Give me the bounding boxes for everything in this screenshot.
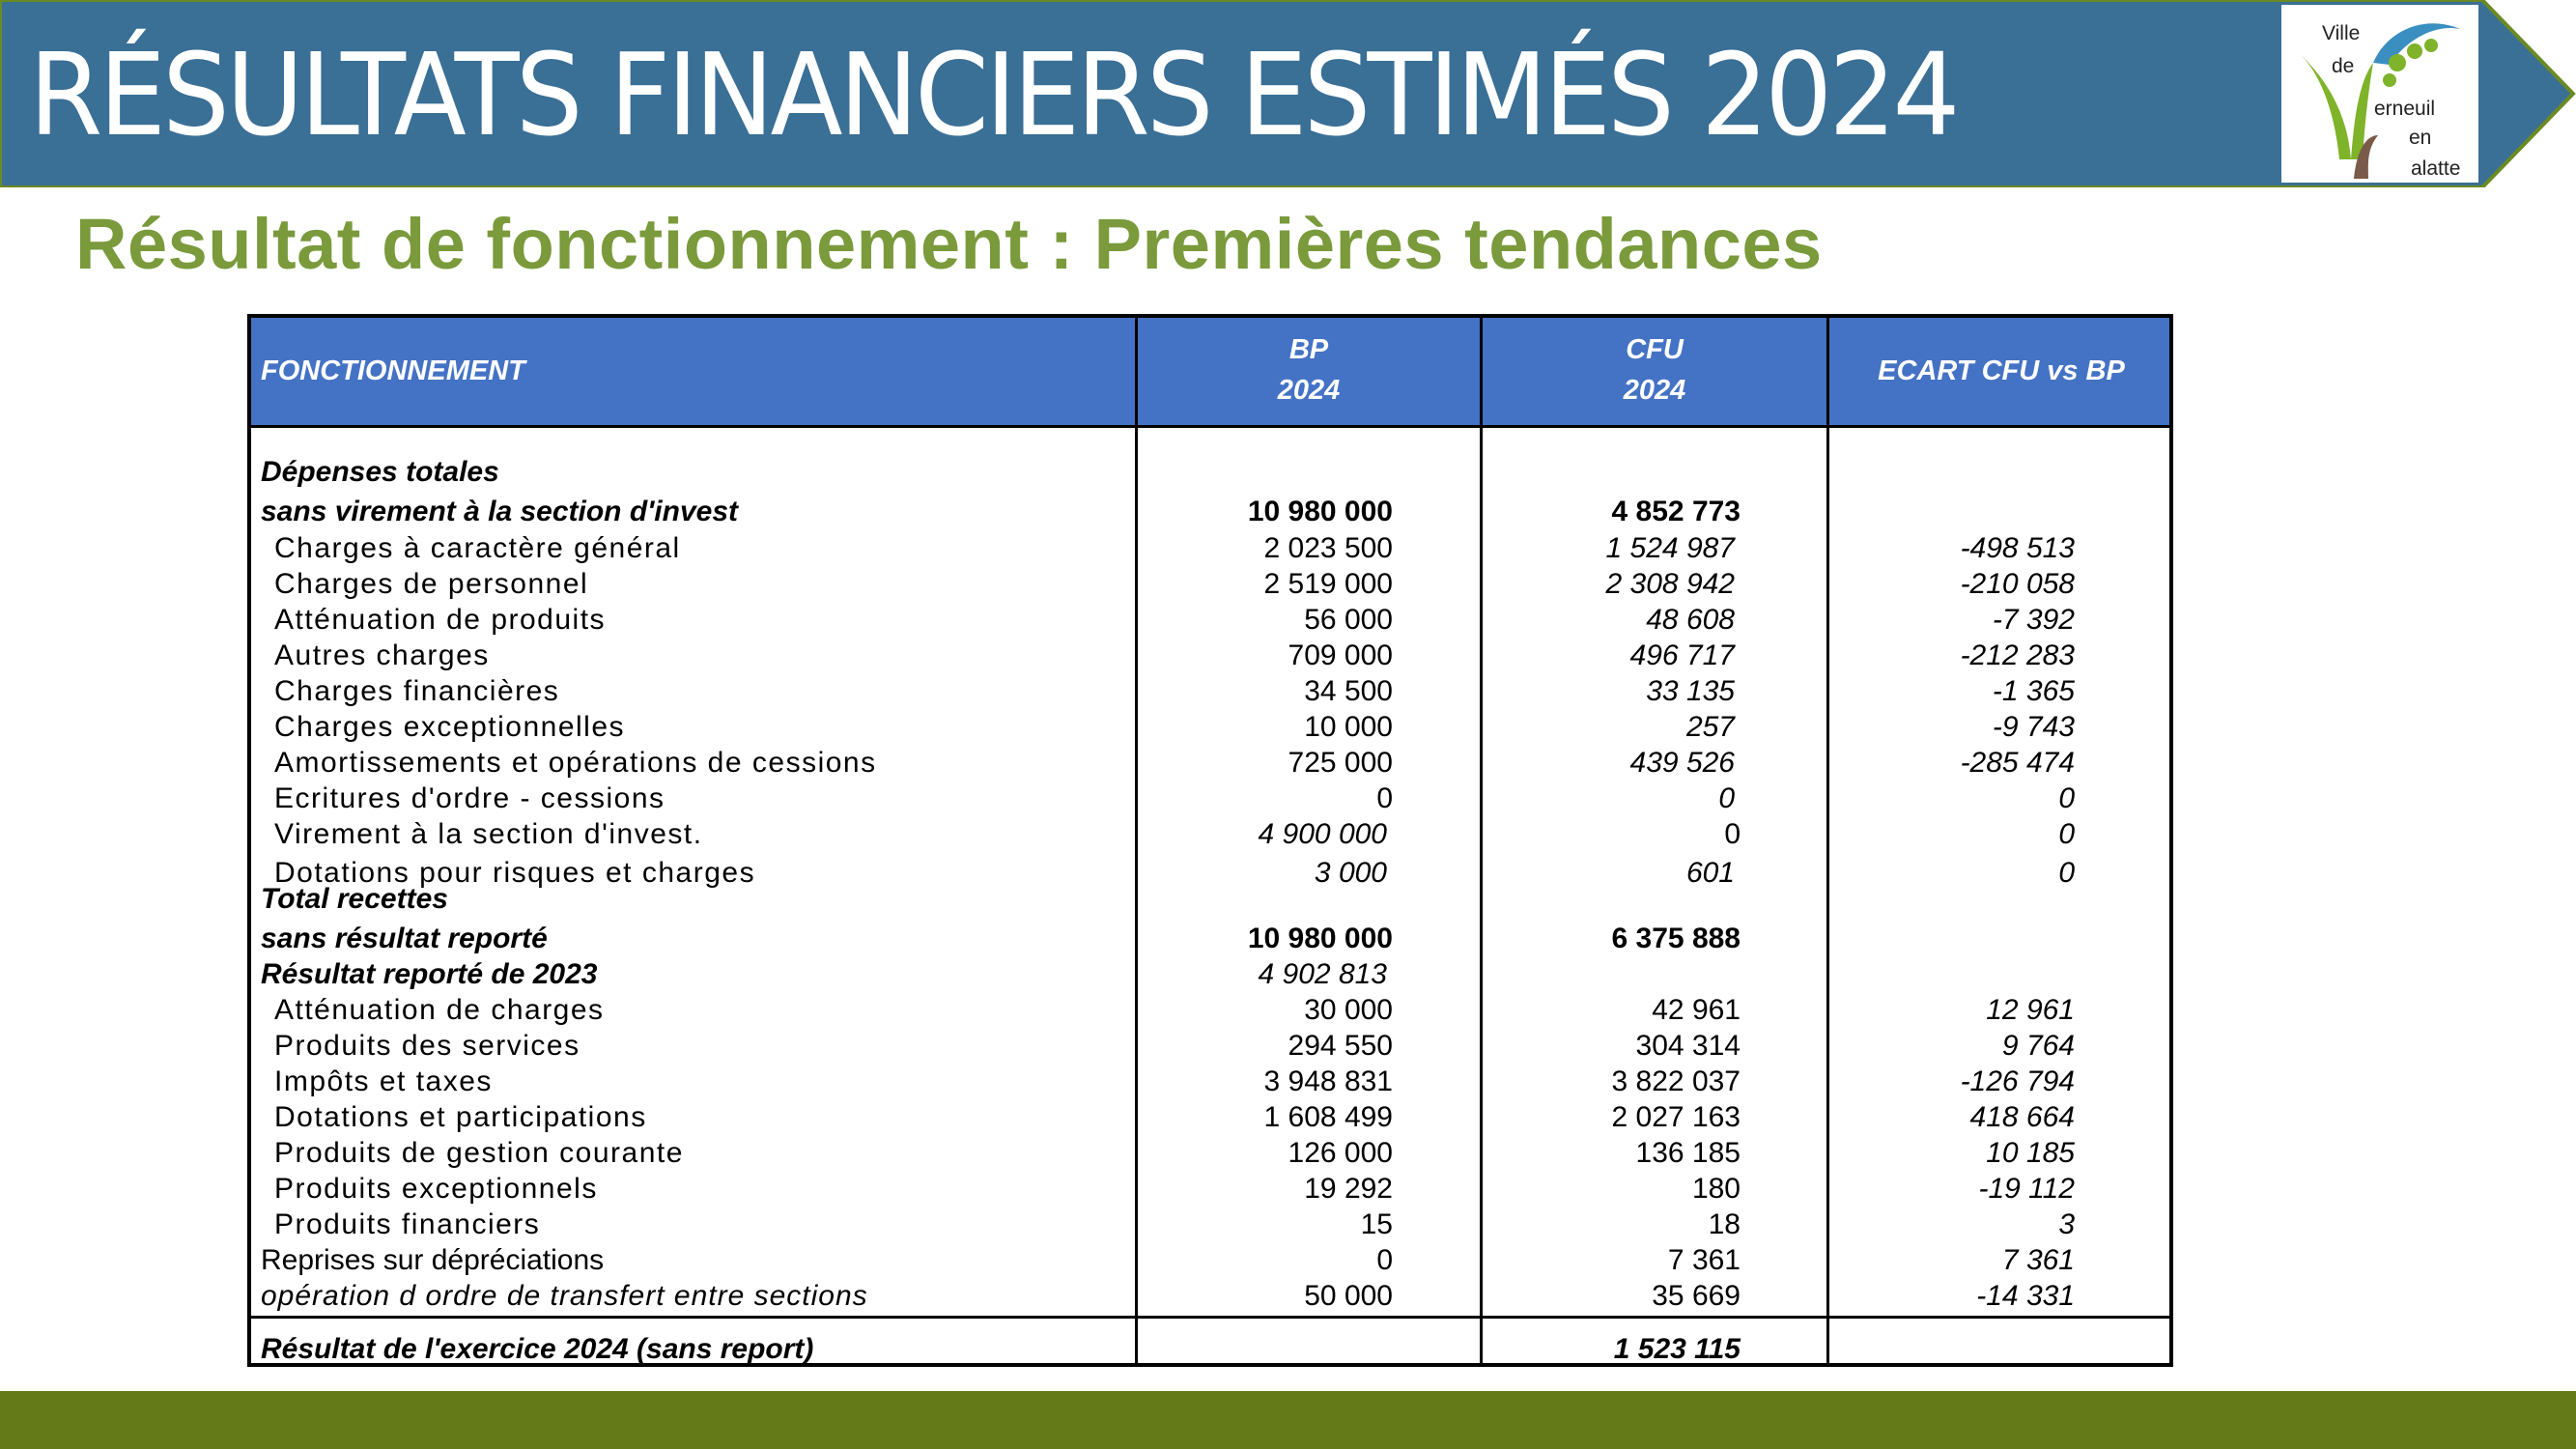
table-row xyxy=(251,602,2169,638)
ecart-value: -498 513 xyxy=(1960,532,2075,564)
cfu-value: 4 852 773 xyxy=(1611,496,1741,527)
row-label: Amortissements et opérations de cessions xyxy=(274,747,877,779)
table-row xyxy=(251,1278,2169,1314)
row-label: Reprises sur dépréciations xyxy=(261,1244,605,1276)
bp-value: 4 902 813 xyxy=(1258,958,1387,990)
cfu-value: 496 717 xyxy=(1629,639,1735,671)
row-label: Atténuation de produits xyxy=(274,604,607,636)
row-label: Ecritures d'ordre - cessions xyxy=(274,782,665,814)
table-row xyxy=(251,709,2169,745)
table-header xyxy=(251,318,2169,428)
ecart-value: 3 xyxy=(2058,1208,2075,1240)
row-label: Atténuation de charges xyxy=(274,994,605,1026)
cfu-value: 0 xyxy=(1718,782,1735,814)
result-row xyxy=(251,1331,2169,1367)
bp-value: 2 519 000 xyxy=(1263,568,1393,600)
result-divider xyxy=(251,1316,2169,1319)
col-header-cfu-label: CFU xyxy=(1626,334,1684,365)
col-header-fonctionnement: FONCTIONNEMENT xyxy=(261,355,525,386)
table-row xyxy=(251,530,2169,566)
table-row xyxy=(251,781,2169,816)
bp-value: 34 500 xyxy=(1304,675,1393,707)
logo-text-alatte: alatte xyxy=(2411,157,2461,180)
ecart-value: 7 361 xyxy=(2001,1244,2075,1276)
logo-text-en: en xyxy=(2409,127,2432,149)
cfu-value: 33 135 xyxy=(1646,675,1735,707)
logo-leaf-icon xyxy=(2281,5,2478,183)
table-row xyxy=(251,494,2169,529)
table-row xyxy=(251,566,2169,602)
row-label: Dotations et participations xyxy=(274,1101,647,1133)
logo-text-erneuil: erneuil xyxy=(2374,98,2436,120)
ecart-value: 0 xyxy=(2058,857,2075,889)
cfu-value: 48 608 xyxy=(1646,604,1735,636)
cfu-value: 0 xyxy=(1724,818,1741,850)
col-header-cfu-year: 2024 xyxy=(1623,375,1686,406)
row-label: Charges exceptionnelles xyxy=(274,711,626,743)
table-row xyxy=(251,956,2169,992)
ecart-value: 0 xyxy=(2058,818,2075,850)
ecart-value: -1 365 xyxy=(1992,675,2075,707)
ecart-value: 9 764 xyxy=(2001,1030,2075,1062)
bp-value: 4 900 000 xyxy=(1258,818,1387,850)
row-label: opération d ordre de transfert entre sections xyxy=(261,1280,868,1312)
logo-text-de: de xyxy=(2332,55,2355,77)
ecart-value: 10 185 xyxy=(1986,1137,2075,1169)
table-row xyxy=(251,1207,2169,1242)
ecart-value: -126 794 xyxy=(1960,1065,2075,1097)
row-label: Charges de personnel xyxy=(274,568,589,600)
header-banner xyxy=(0,0,2576,187)
col-header-ecart: ECART CFU vs BP xyxy=(1878,355,2125,386)
bp-value: 709 000 xyxy=(1288,639,1393,671)
table-row xyxy=(251,1171,2169,1207)
city-logo xyxy=(2281,5,2478,183)
results-table xyxy=(247,314,2173,1367)
bp-value: 294 550 xyxy=(1288,1030,1393,1062)
table-row xyxy=(251,881,2169,917)
cfu-value: 601 xyxy=(1685,857,1735,889)
row-label: Total recettes xyxy=(261,883,448,915)
table-row xyxy=(251,1242,2169,1278)
cfu-value: 439 526 xyxy=(1629,747,1735,779)
row-label: Autres charges xyxy=(274,639,490,671)
cfu-value: 3 822 037 xyxy=(1611,1065,1741,1097)
bp-value: 3 000 xyxy=(1314,857,1387,889)
table-row xyxy=(251,454,2169,490)
section-subtitle: Résultat de fonctionnement : Premières tendances xyxy=(75,204,1823,284)
row-label: sans virement à la section d'invest xyxy=(261,496,739,527)
ecart-value: -9 743 xyxy=(1992,711,2075,743)
logo-text-ville: Ville xyxy=(2322,22,2361,44)
ecart-value: -212 283 xyxy=(1960,639,2075,671)
bp-value: 1 608 499 xyxy=(1263,1101,1393,1133)
bp-value: 15 xyxy=(1360,1208,1393,1240)
bp-value: 30 000 xyxy=(1304,994,1393,1026)
result-label: Résultat de l'exercice 2024 (sans report) xyxy=(261,1333,814,1365)
table-row xyxy=(251,921,2169,956)
ecart-value: -14 331 xyxy=(1976,1280,2075,1312)
bp-value: 10 000 xyxy=(1304,711,1393,743)
table-row xyxy=(251,992,2169,1028)
bp-value: 56 000 xyxy=(1304,604,1393,636)
bp-value: 3 948 831 xyxy=(1263,1065,1393,1097)
cfu-value: 304 314 xyxy=(1635,1030,1741,1062)
page-title: RÉSULTATS FINANCIERS ESTIMÉS 2024 xyxy=(29,28,1957,161)
cfu-value: 136 185 xyxy=(1635,1137,1741,1169)
ecart-value: 12 961 xyxy=(1986,994,2075,1026)
table-row xyxy=(251,745,2169,781)
row-label: Résultat reporté de 2023 xyxy=(261,958,598,990)
bp-value: 10 980 000 xyxy=(1247,496,1393,527)
cfu-value: 2 308 942 xyxy=(1605,568,1735,600)
cfu-value: 35 669 xyxy=(1652,1280,1741,1312)
row-label: sans résultat reporté xyxy=(261,923,548,954)
ecart-value: 418 664 xyxy=(1969,1101,2075,1133)
row-label: Produits de gestion courante xyxy=(274,1137,684,1169)
ecart-value: -285 474 xyxy=(1960,747,2075,779)
ecart-value: -210 058 xyxy=(1960,568,2075,600)
footer-bar xyxy=(0,1391,2576,1449)
row-label: Virement à la section d'invest. xyxy=(274,818,703,850)
cfu-value: 6 375 888 xyxy=(1611,923,1741,954)
result-cfu-value: 1 523 115 xyxy=(1613,1333,1741,1365)
table-row xyxy=(251,1064,2169,1099)
row-label: Dépenses totales xyxy=(261,456,499,488)
table-row xyxy=(251,638,2169,673)
table-row xyxy=(251,1135,2169,1171)
cfu-value: 18 xyxy=(1708,1208,1741,1240)
row-label: Impôts et taxes xyxy=(274,1065,493,1097)
bp-value: 2 023 500 xyxy=(1263,532,1393,564)
row-label: Produits financiers xyxy=(274,1208,541,1240)
bp-value: 50 000 xyxy=(1304,1280,1393,1312)
table-row xyxy=(251,1099,2169,1135)
col-header-bp-year: 2024 xyxy=(1277,375,1341,406)
cfu-value: 42 961 xyxy=(1652,994,1741,1026)
row-label: Charges financières xyxy=(274,675,560,707)
ecart-value: 0 xyxy=(2058,782,2075,814)
row-label: Produits exceptionnels xyxy=(274,1173,598,1205)
cfu-value: 2 027 163 xyxy=(1611,1101,1741,1133)
bp-value: 0 xyxy=(1376,1244,1393,1276)
bp-value: 126 000 xyxy=(1288,1137,1393,1169)
row-label: Dotations pour risques et charges xyxy=(274,857,756,889)
bp-value: 0 xyxy=(1376,782,1393,814)
row-label: Produits des services xyxy=(274,1030,580,1062)
bp-value: 19 292 xyxy=(1304,1173,1393,1205)
ecart-value: -19 112 xyxy=(1978,1173,2075,1205)
bp-value: 725 000 xyxy=(1288,747,1393,779)
table-row xyxy=(251,816,2169,852)
cfu-value: 1 524 987 xyxy=(1605,532,1735,564)
bp-value: 10 980 000 xyxy=(1247,923,1393,954)
cfu-value: 180 xyxy=(1691,1173,1741,1205)
table-row xyxy=(251,673,2169,709)
row-label: Charges à caractère général xyxy=(274,532,681,564)
cfu-value: 257 xyxy=(1685,711,1735,743)
cfu-value: 7 361 xyxy=(1667,1244,1741,1276)
ecart-value: -7 392 xyxy=(1992,604,2075,636)
col-header-bp-label: BP xyxy=(1288,334,1329,365)
table-row xyxy=(251,1028,2169,1064)
